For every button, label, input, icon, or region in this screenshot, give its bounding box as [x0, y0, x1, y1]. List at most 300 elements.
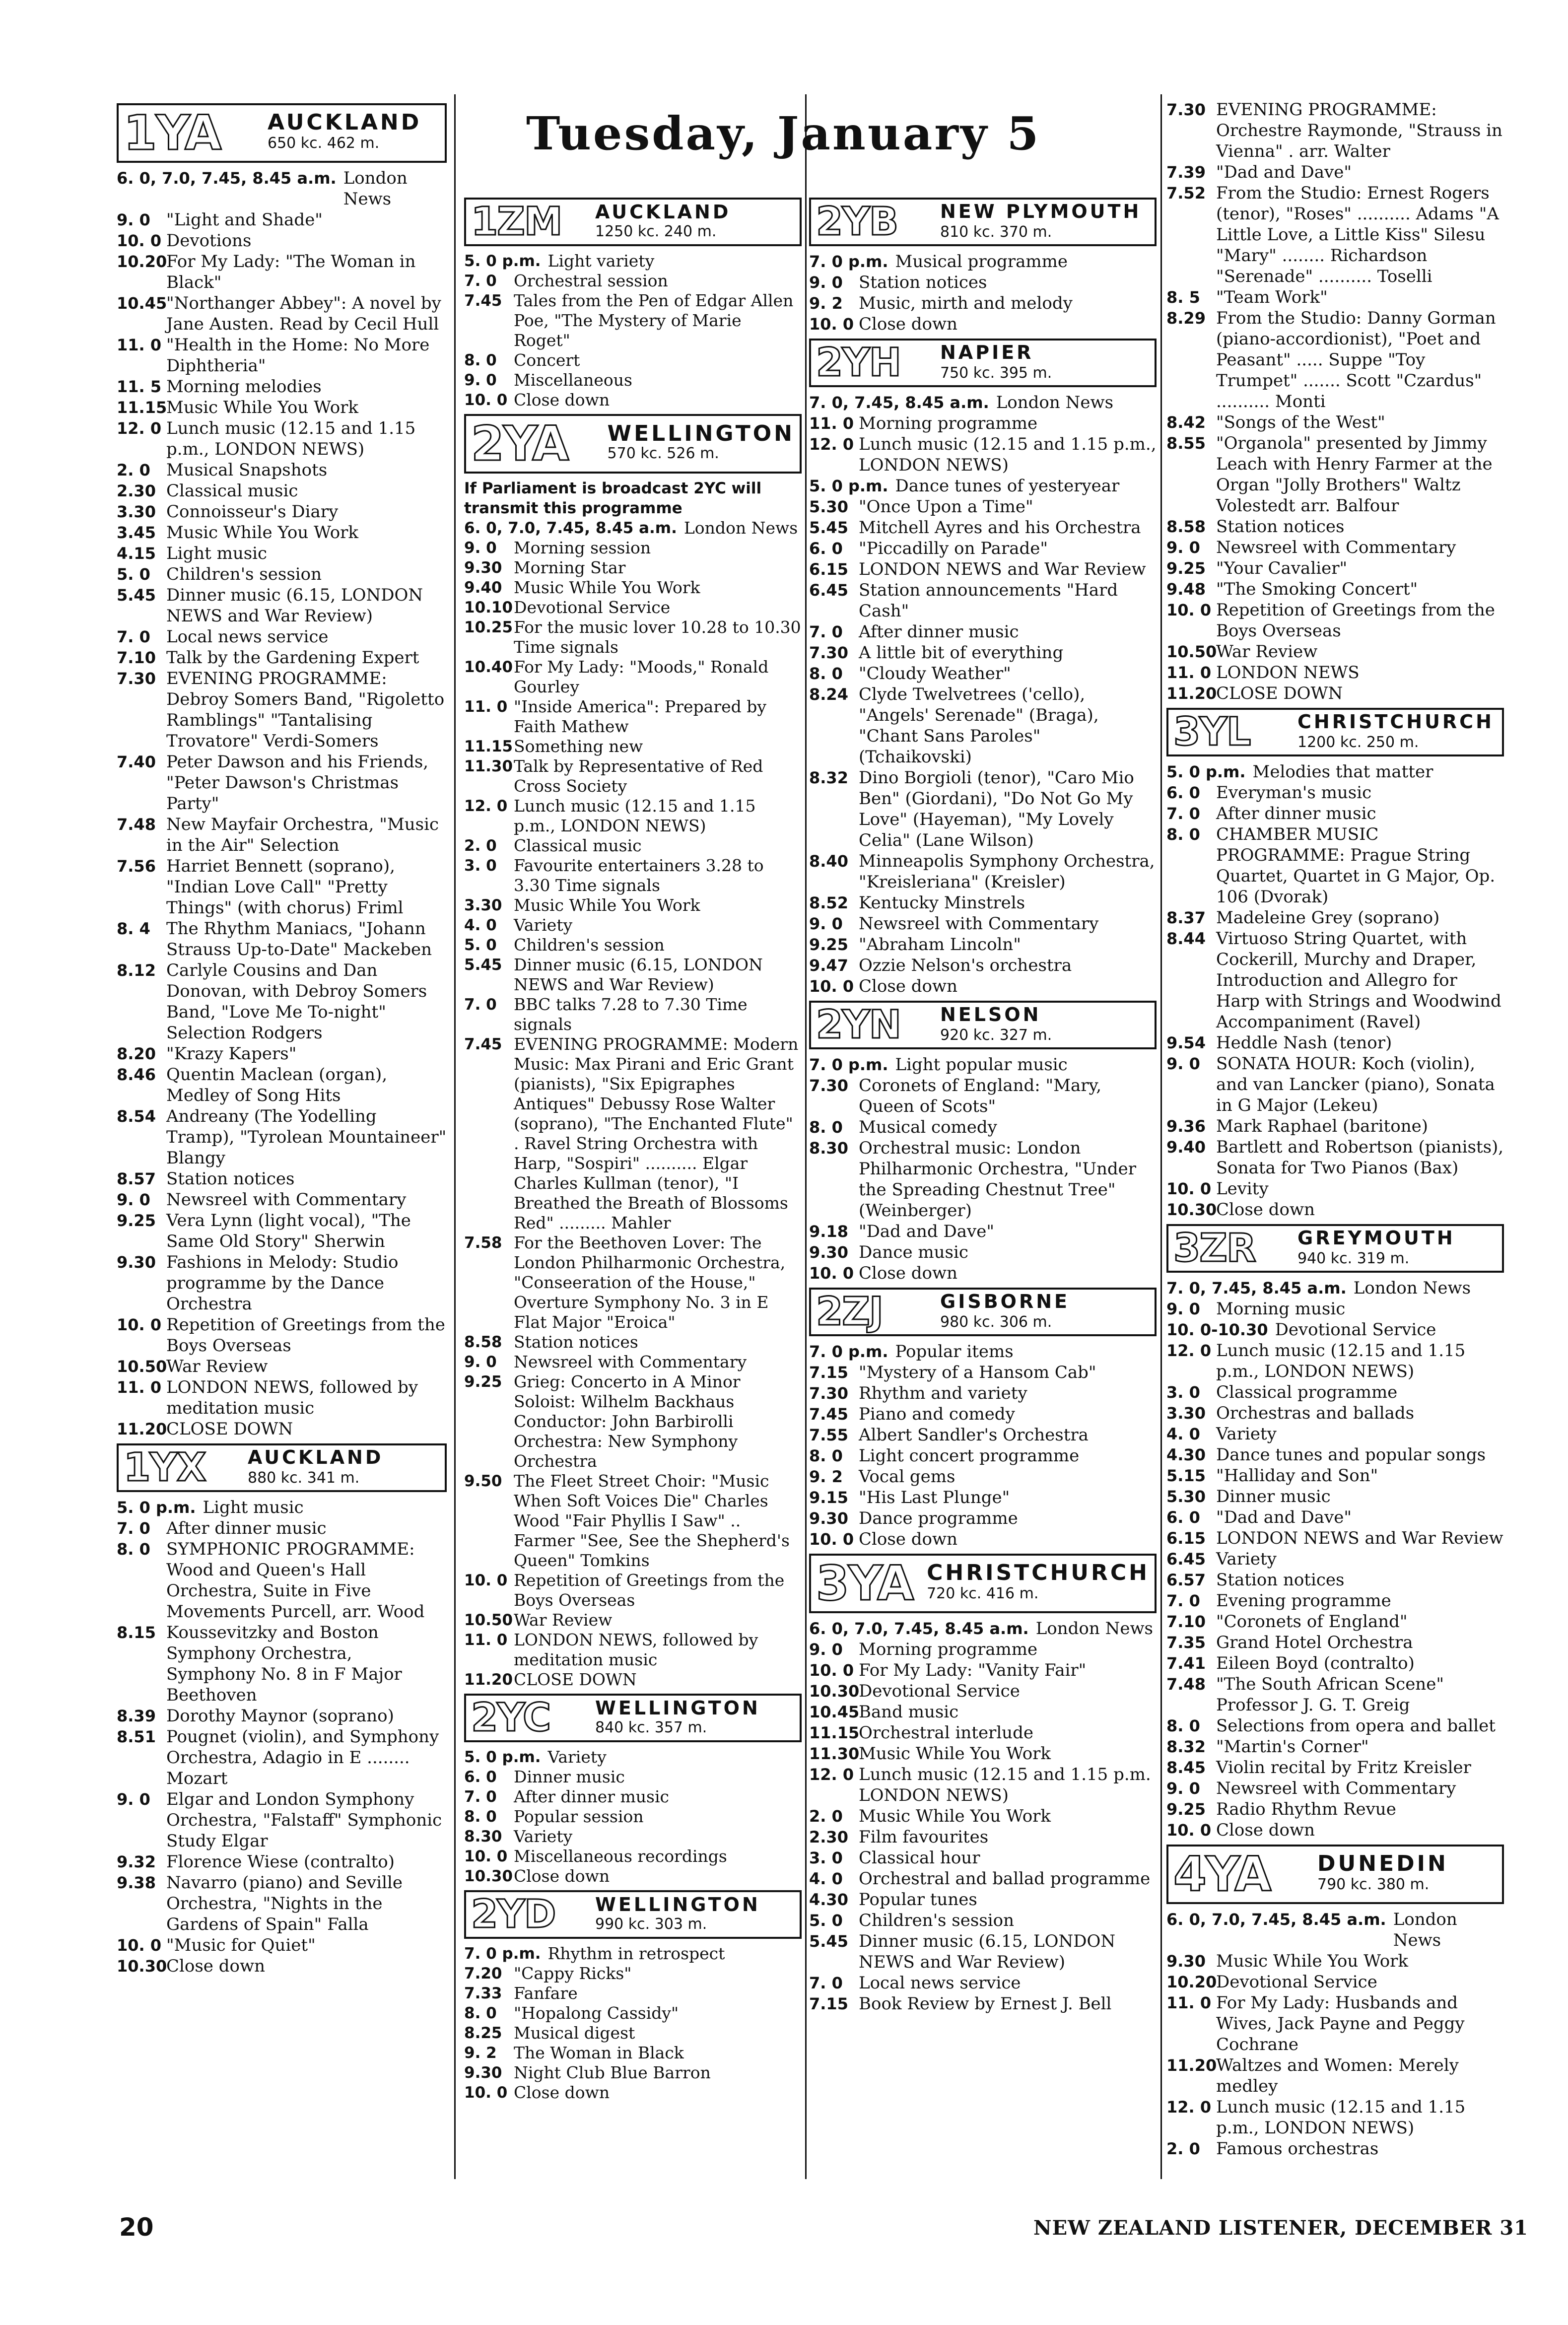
schedule-entry: [464, 1670, 802, 1690]
station-header: [464, 1890, 802, 1939]
schedule-entry: [1166, 662, 1504, 683]
station-info: [607, 421, 795, 464]
schedule-entry: [809, 1764, 1157, 1806]
entry-time: 6. 0, 7.0, 7.45, 8.45 a.m.: [1166, 1910, 1386, 1929]
station-info: [1297, 1228, 1455, 1269]
station-header: [117, 1443, 447, 1492]
entry-programme: Minneapolis Symphony Orchestra, "Kreisleriana" (Kreisler): [859, 851, 1155, 892]
entry-programme: Lunch music (12.15 and 1.15 p.m. LONDON NEWS): [859, 1765, 1151, 1805]
entry-time: 7.33: [464, 1984, 502, 2002]
entry-time: 11.30: [809, 1744, 860, 1763]
entry-time: 7. 0 p.m.: [809, 252, 888, 271]
entry-programme: Florence Wiese (contralto): [166, 1852, 395, 1872]
schedule-entry: [809, 1221, 1157, 1242]
schedule-entry: [1166, 537, 1504, 558]
schedule-entry: [117, 376, 447, 397]
schedule-entry: [809, 976, 1157, 997]
entry-programme: Variety: [1216, 1424, 1277, 1444]
entry-programme: CLOSE DOWN: [514, 1670, 637, 1689]
station-call-sign: 4YA: [1173, 1846, 1271, 1902]
entry-time: 9.48: [1166, 580, 1206, 599]
entry-programme: Orchestral interlude: [859, 1723, 1033, 1743]
schedule-entry: [809, 1910, 1157, 1931]
schedule-entry: [1166, 1053, 1504, 1116]
entry-time: 8.12: [117, 961, 156, 980]
entry-time: 10.20: [117, 252, 167, 271]
entry-time: 9. 0: [464, 539, 497, 557]
station-frequency: 1200 kc. 250 m.: [1297, 734, 1419, 751]
schedule-entry: [1166, 1137, 1504, 1178]
entry-programme: Lunch music (12.15 and 1.15 p.m., LONDON NEWS): [859, 434, 1157, 475]
entry-programme: Local news service: [859, 1973, 1021, 1993]
entry-time: 9. 0: [809, 1640, 843, 1659]
entry-time: 4.30: [809, 1890, 848, 1909]
entry-time: 4. 0: [809, 1869, 843, 1888]
schedule-entry: [464, 1944, 802, 1964]
entry-time: 7.40: [117, 752, 156, 771]
entry-programme: Night Club Blue Barron: [514, 2063, 711, 2082]
entry-programme: Station announcements "Hard Cash": [859, 580, 1118, 621]
entry-programme: Orchestral session: [514, 271, 668, 290]
entry-time: 9. 2: [809, 294, 843, 313]
entry-programme: Devotional Service: [859, 1681, 1020, 1701]
station-frequency: 880 kc. 341 m.: [248, 1469, 360, 1487]
entry-programme: Station notices: [859, 273, 987, 292]
entry-time: 8.45: [1166, 1758, 1206, 1777]
schedule-entry: [809, 913, 1157, 934]
entry-time: 10.30: [809, 1682, 860, 1701]
station-frequency: 810 kc. 370 m.: [940, 223, 1052, 241]
station-frequency: 570 kc. 526 m.: [607, 445, 719, 462]
schedule-entry: [1166, 1951, 1504, 1972]
station-call-sign: 3ZR: [1173, 1226, 1255, 1271]
schedule-entry: [117, 1518, 447, 1539]
entry-programme: "Krazy Kapers": [166, 1044, 297, 1064]
entry-programme: "Coronets of England": [1216, 1612, 1408, 1632]
schedule-entry: [1166, 761, 1504, 782]
entry-programme: Close down: [514, 390, 610, 410]
schedule-entry: [464, 370, 802, 390]
station-frequency: 920 kc. 327 m.: [940, 1026, 1052, 1044]
schedule-entry: [117, 293, 447, 335]
entry-programme: Eileen Boyd (contralto): [1216, 1653, 1415, 1673]
entry-programme: Lunch music (12.15 and 1.15 p.m., LONDON NEWS): [166, 418, 416, 459]
schedule-entry: [464, 657, 802, 697]
entry-time: 7. 0: [809, 1974, 843, 1992]
entry-time: 8.30: [809, 1139, 848, 1158]
schedule-entry: [464, 1610, 802, 1630]
entry-time: 8.30: [464, 1828, 502, 1846]
entry-programme: Radio Rhythm Revue: [1216, 1799, 1396, 1819]
entry-time: 8. 0: [464, 351, 497, 369]
schedule-entry: [1166, 1382, 1504, 1403]
entry-programme: Dinner music (6.15, LONDON NEWS and War Review): [166, 585, 423, 626]
entry-time: 10. 0: [1166, 1821, 1212, 1840]
entry-programme: Variety: [547, 1747, 607, 1767]
entry-time: 10. 0: [1166, 601, 1212, 619]
schedule-entry: [809, 934, 1157, 955]
entry-time: 9. 0: [464, 1353, 497, 1371]
schedule-entry: [1166, 1465, 1504, 1486]
entry-time: 10.20: [1166, 1973, 1217, 1991]
entry-programme: Waltzes and Women: Merely medley: [1216, 2055, 1459, 2096]
entry-programme: Talk by the Gardening Expert: [166, 648, 419, 668]
station-header: [1166, 1224, 1504, 1273]
entry-time: 5. 0 p.m.: [1166, 762, 1246, 781]
entry-programme: For the music lover 10.28 to 10.30 Time signals: [514, 617, 801, 657]
entry-programme: Connoisseur's Diary: [166, 502, 339, 522]
entry-programme: Light variety: [547, 251, 655, 271]
schedule-entry: [1166, 412, 1504, 433]
entry-programme: Close down: [859, 1263, 957, 1283]
entry-time: 5.45: [809, 518, 848, 537]
schedule-entry: [1166, 1820, 1504, 1841]
schedule-entry: [464, 251, 802, 271]
station-call-sign: 2YD: [471, 1892, 555, 1937]
entry-time: 9. 0: [1166, 1054, 1200, 1073]
schedule-entry: [117, 1497, 447, 1518]
schedule-entry: [809, 1681, 1157, 1702]
schedule-entry: [1166, 1116, 1504, 1137]
entry-time: 9.30: [117, 1253, 156, 1272]
entry-time: 7.10: [117, 648, 156, 667]
entry-time: 9.25: [464, 1373, 502, 1391]
entry-programme: Close down: [166, 1956, 265, 1976]
entry-time: 7. 0: [1166, 804, 1200, 823]
schedule-entry: [1166, 928, 1504, 1032]
schedule-entry: [117, 543, 447, 564]
entry-time: 9.40: [464, 579, 502, 597]
schedule-entry: [464, 518, 802, 538]
entry-programme: Selections from opera and ballet: [1216, 1716, 1496, 1736]
entry-programme: Music, mirth and melody: [859, 293, 1073, 313]
entry-programme: Newsreel with Commentary: [514, 1352, 747, 1371]
entry-programme: Morning programme: [859, 413, 1038, 433]
entry-programme: LONDON NEWS and War Review: [1216, 1528, 1503, 1548]
entry-time: 12. 0: [117, 419, 162, 438]
schedule-entry: [1166, 433, 1504, 516]
schedule-entry: [1166, 1611, 1504, 1632]
entry-programme: BBC talks 7.28 to 7.30 Time signals: [514, 995, 748, 1034]
entry-programme: Vocal gems: [859, 1467, 955, 1487]
schedule-entry: [1166, 162, 1504, 183]
station-header: [464, 198, 802, 246]
station-city: GISBORNE: [940, 1291, 1070, 1312]
station-header: [809, 1554, 1157, 1613]
entry-time: 3.30: [117, 502, 156, 521]
entry-time: 6.15: [809, 560, 848, 579]
entry-programme: Dance music: [859, 1242, 968, 1262]
schedule-entry: [809, 1138, 1157, 1221]
entry-programme: Musical comedy: [859, 1117, 997, 1137]
entry-programme: "Halliday and Son": [1216, 1466, 1378, 1486]
entry-programme: London News: [1393, 1910, 1457, 1950]
schedule-entry: [464, 350, 802, 370]
entry-programme: Light concert programme: [859, 1446, 1080, 1466]
schedule-entry: [1166, 1403, 1504, 1424]
station-call-sign: 1YX: [124, 1445, 205, 1490]
entry-time: 8.44: [1166, 929, 1206, 948]
schedule-entry: [117, 1935, 447, 1956]
schedule-entry: [117, 1356, 447, 1377]
schedule-entry: [809, 1054, 1157, 1075]
entry-programme: Station notices: [1216, 1570, 1345, 1590]
schedule-entry: [464, 1846, 802, 1866]
station-header: [809, 198, 1157, 246]
schedule-entry: [117, 335, 447, 376]
schedule-entry: [1166, 907, 1504, 928]
schedule-entry: [464, 1787, 802, 1807]
entry-programme: Carlyle Cousins and Dan Donovan, with Debroy Somers Band, "Love Me To-night" Selection Rodgers: [166, 960, 427, 1043]
entry-programme: Popular items: [895, 1342, 1014, 1362]
schedule-entry: [1166, 1528, 1504, 1549]
station-call-sign: 3YL: [1173, 710, 1250, 754]
entry-programme: Rhythm and variety: [859, 1383, 1027, 1403]
entry-programme: Popular tunes: [859, 1890, 977, 1910]
schedule-entry: [1166, 1278, 1504, 1299]
entry-programme: Close down: [859, 314, 957, 334]
station-city: NEW PLYMOUTH: [940, 201, 1142, 222]
schedule-entry: [117, 1377, 447, 1419]
schedule-entry: [809, 1263, 1157, 1284]
entry-time: 8.37: [1166, 908, 1206, 927]
station-info: [595, 202, 731, 242]
station-city: GREYMOUTH: [1297, 1227, 1455, 1249]
entry-time: 9.50: [464, 1472, 502, 1490]
entry-time: 11.20: [1166, 2056, 1217, 2075]
schedule-entry: [117, 1210, 447, 1252]
schedule-entry: [809, 434, 1157, 476]
entry-time: 8. 0: [809, 1446, 843, 1465]
schedule-entry: [1166, 824, 1504, 907]
entry-programme: Coronets of England: "Mary, Queen of Scots": [859, 1076, 1102, 1116]
schedule-entry: [464, 796, 802, 836]
entry-time: 5.45: [464, 956, 502, 974]
station-header: [464, 1694, 802, 1742]
entry-programme: Ozzie Nelson's orchestra: [859, 956, 1072, 975]
station-call-sign: 2YH: [816, 341, 901, 385]
entry-programme: Music While You Work: [1216, 1951, 1409, 1971]
entry-programme: Book Review by Ernest J. Bell: [859, 1994, 1112, 2014]
entry-time: 6. 0: [1166, 783, 1200, 802]
entry-programme: Violin recital by Fritz Kreisler: [1216, 1758, 1471, 1778]
station-call-sign: 2YB: [816, 200, 898, 244]
entry-time: 10.25: [464, 618, 513, 636]
schedule-entry: [1166, 1715, 1504, 1736]
entry-time: 9.47: [809, 956, 848, 975]
entry-programme: Close down: [514, 1866, 610, 1886]
schedule-entry: [464, 955, 802, 995]
station-call-sign: 1YA: [124, 105, 221, 161]
entry-time: 9.38: [117, 1873, 156, 1892]
entry-time: 7. 0 p.m.: [809, 1342, 888, 1361]
entry-time: 2. 0: [1166, 2139, 1200, 2158]
entry-programme: Dance tunes and popular songs: [1216, 1445, 1486, 1465]
entry-programme: Harriet Bennett (soprano), "Indian Love Call" "Pretty Things" (with chorus) Friml: [166, 856, 404, 918]
station-header: [117, 103, 447, 163]
schedule-entry: [809, 1445, 1157, 1466]
entry-time: 8.25: [464, 2024, 502, 2042]
entry-programme: From the Studio: Ernest Rogers (tenor), "Roses" .......... Adams "A Little Love, a Little Kiss" Silesu "Mary" ........ Richardson "Serenade" .......... Toselli: [1216, 183, 1499, 286]
entry-time: 9.36: [1166, 1117, 1206, 1136]
station-header: [1166, 708, 1504, 756]
entry-time: 12. 0: [464, 797, 508, 815]
entry-programme: For My Lady: "Vanity Fair": [859, 1660, 1087, 1680]
entry-programme: London News: [1035, 1619, 1154, 1639]
schedule-entry: [1166, 1299, 1504, 1319]
entry-time: 10. 0-10.30: [1166, 1320, 1268, 1339]
schedule-entry: [117, 668, 447, 752]
entry-programme: Light music: [203, 1498, 304, 1517]
schedule-entry: [809, 1404, 1157, 1425]
entry-time: 11.15: [117, 398, 167, 417]
entry-programme: Close down: [1216, 1200, 1315, 1220]
schedule-entry: [464, 915, 802, 935]
station-frequency: 980 kc. 306 m.: [940, 1313, 1052, 1331]
entry-programme: Miscellaneous: [514, 370, 632, 390]
column-3: [809, 194, 1157, 2014]
entry-time: 5.45: [117, 586, 156, 605]
entry-time: 3.30: [1166, 1404, 1206, 1423]
schedule-entry: [1166, 1992, 1504, 2055]
entry-time: 7.30: [1166, 100, 1206, 119]
station-header: [809, 339, 1157, 387]
column-1: [117, 99, 447, 1977]
entry-programme: LONDON NEWS, followed by meditation music: [166, 1377, 418, 1418]
schedule-entry: [809, 1702, 1157, 1722]
entry-programme: Levity: [1216, 1179, 1269, 1199]
schedule-entry: [1166, 1199, 1504, 1220]
entry-time: 11.15: [809, 1723, 860, 1742]
station-city: WELLINGTON: [595, 1894, 760, 1915]
schedule-entry: [464, 995, 802, 1034]
entry-time: 9.40: [1166, 1138, 1206, 1157]
entry-time: 8.51: [117, 1727, 156, 1746]
column-rule: [454, 94, 456, 2179]
entry-time: 9. 0: [117, 1190, 150, 1209]
entry-programme: Clyde Twelvetrees ('cello), "Angels' Serenade" (Braga), "Chant Sans Paroles" (Tchaikovski): [859, 684, 1099, 767]
schedule-entry: [809, 1993, 1157, 2014]
entry-programme: Morning Star: [514, 558, 626, 577]
entry-time: 10. 0: [117, 231, 162, 250]
entry-time: 10.30: [117, 1957, 167, 1976]
entry-time: 8.57: [117, 1169, 156, 1188]
schedule-entry: [809, 314, 1157, 335]
entry-programme: Favourite entertainers 3.28 to 3.30 Time signals: [514, 856, 764, 895]
schedule-entry: [464, 756, 802, 796]
station-city: WELLINGTON: [595, 1697, 760, 1719]
entry-programme: London News: [996, 393, 1114, 412]
entry-time: 7.48: [1166, 1675, 1206, 1694]
entry-time: 5.30: [1166, 1487, 1206, 1506]
schedule-entry: [1166, 803, 1504, 824]
entry-programme: Mark Raphael (baritone): [1216, 1116, 1428, 1136]
schedule-entry: [809, 476, 1157, 496]
station-city: CHRISTCHURCH: [927, 1560, 1150, 1585]
entry-programme: Mitchell Ayres and his Orchestra: [859, 518, 1141, 538]
entry-programme: Music While You Work: [166, 523, 359, 543]
entry-programme: Melodies that matter: [1252, 762, 1433, 782]
schedule-entry: [117, 1789, 447, 1851]
schedule-entry: [464, 1866, 802, 1886]
schedule-entry: [464, 1372, 802, 1471]
entry-time: 11.15: [464, 738, 513, 755]
entry-time: 10. 0: [464, 2084, 508, 2102]
entry-time: 8.32: [1166, 1737, 1206, 1756]
schedule-entry: [1166, 183, 1504, 287]
station-city: AUCKLAND: [595, 201, 731, 223]
entry-programme: "Northanger Abbey": A novel by Jane Austen. Read by Cecil Hull: [166, 293, 441, 334]
entry-time: 9.25: [809, 935, 848, 954]
entry-time: 9.25: [117, 1211, 156, 1230]
schedule-entry: [1166, 1632, 1504, 1653]
entry-programme: SONATA HOUR: Koch (violin), and van Lancker (piano), Sonata in G Major (Lekeu): [1216, 1054, 1495, 1115]
schedule-entry: [117, 230, 447, 251]
station-info: [1317, 1853, 1448, 1895]
schedule-entry: [464, 1332, 802, 1352]
entry-time: 2. 0: [117, 461, 150, 479]
entry-programme: London News: [1353, 1278, 1471, 1298]
column-2: [464, 194, 802, 2103]
schedule-entry: [464, 836, 802, 856]
entry-time: 3. 0: [1166, 1383, 1200, 1402]
entry-programme: Fanfare: [514, 1983, 578, 2003]
schedule-entry: [464, 2063, 802, 2083]
schedule-entry: [117, 1106, 447, 1168]
entry-time: 4. 0: [1166, 1425, 1200, 1443]
entry-programme: "Mystery of a Hansom Cab": [859, 1363, 1096, 1382]
schedule-entry: [1166, 1590, 1504, 1611]
schedule-entry: [809, 1383, 1157, 1404]
entry-time: 9.30: [464, 2064, 502, 2082]
entry-time: 10.40: [464, 658, 513, 676]
entry-programme: SYMPHONIC PROGRAMME: Wood and Queen's Hall Orchestra, Suite in Five Movements Purcell, arr. Wood: [166, 1539, 425, 1622]
entry-programme: Classical music: [514, 836, 642, 855]
entry-programme: Light music: [166, 544, 268, 563]
entry-time: 7. 0: [117, 1519, 150, 1538]
entry-time: 10. 0: [117, 1315, 162, 1334]
entry-programme: Newsreel with Commentary: [1216, 1778, 1456, 1798]
station-call-sign: 1ZM: [471, 200, 562, 244]
entry-programme: Dinner music: [514, 1767, 625, 1786]
entry-programme: Fashions in Melody: Studio programme by the Dance Orchestra: [166, 1252, 399, 1314]
entry-time: 8. 5: [1166, 288, 1200, 307]
entry-programme: Everyman's music: [1216, 783, 1372, 803]
schedule-entry: [464, 895, 802, 915]
station-city: DUNEDIN: [1317, 1851, 1448, 1876]
entry-time: 8. 4: [117, 919, 150, 938]
schedule-entry: [117, 1064, 447, 1106]
station-city: CHRISTCHURCH: [1297, 711, 1494, 733]
entry-time: 7. 0: [117, 627, 150, 646]
schedule-entry: [464, 1964, 802, 1983]
schedule-entry: [809, 684, 1157, 767]
schedule-entry: [117, 209, 447, 230]
schedule-entry: [809, 1425, 1157, 1445]
entry-programme: "Hopalong Cassidy": [514, 2003, 679, 2023]
entry-time: 7.20: [464, 1965, 502, 1983]
entry-time: 5. 0: [464, 936, 497, 954]
station-header: [464, 414, 802, 474]
schedule-entry: [464, 2083, 802, 2103]
station-info: [940, 201, 1141, 243]
entry-programme: After dinner music: [1216, 804, 1376, 823]
schedule-entry: [1166, 2097, 1504, 2138]
entry-programme: Famous orchestras: [1216, 2139, 1379, 2159]
entry-time: 8.39: [117, 1707, 156, 1725]
schedule-entry: [809, 851, 1157, 892]
entry-programme: "Dad and Dave": [1216, 1507, 1352, 1527]
